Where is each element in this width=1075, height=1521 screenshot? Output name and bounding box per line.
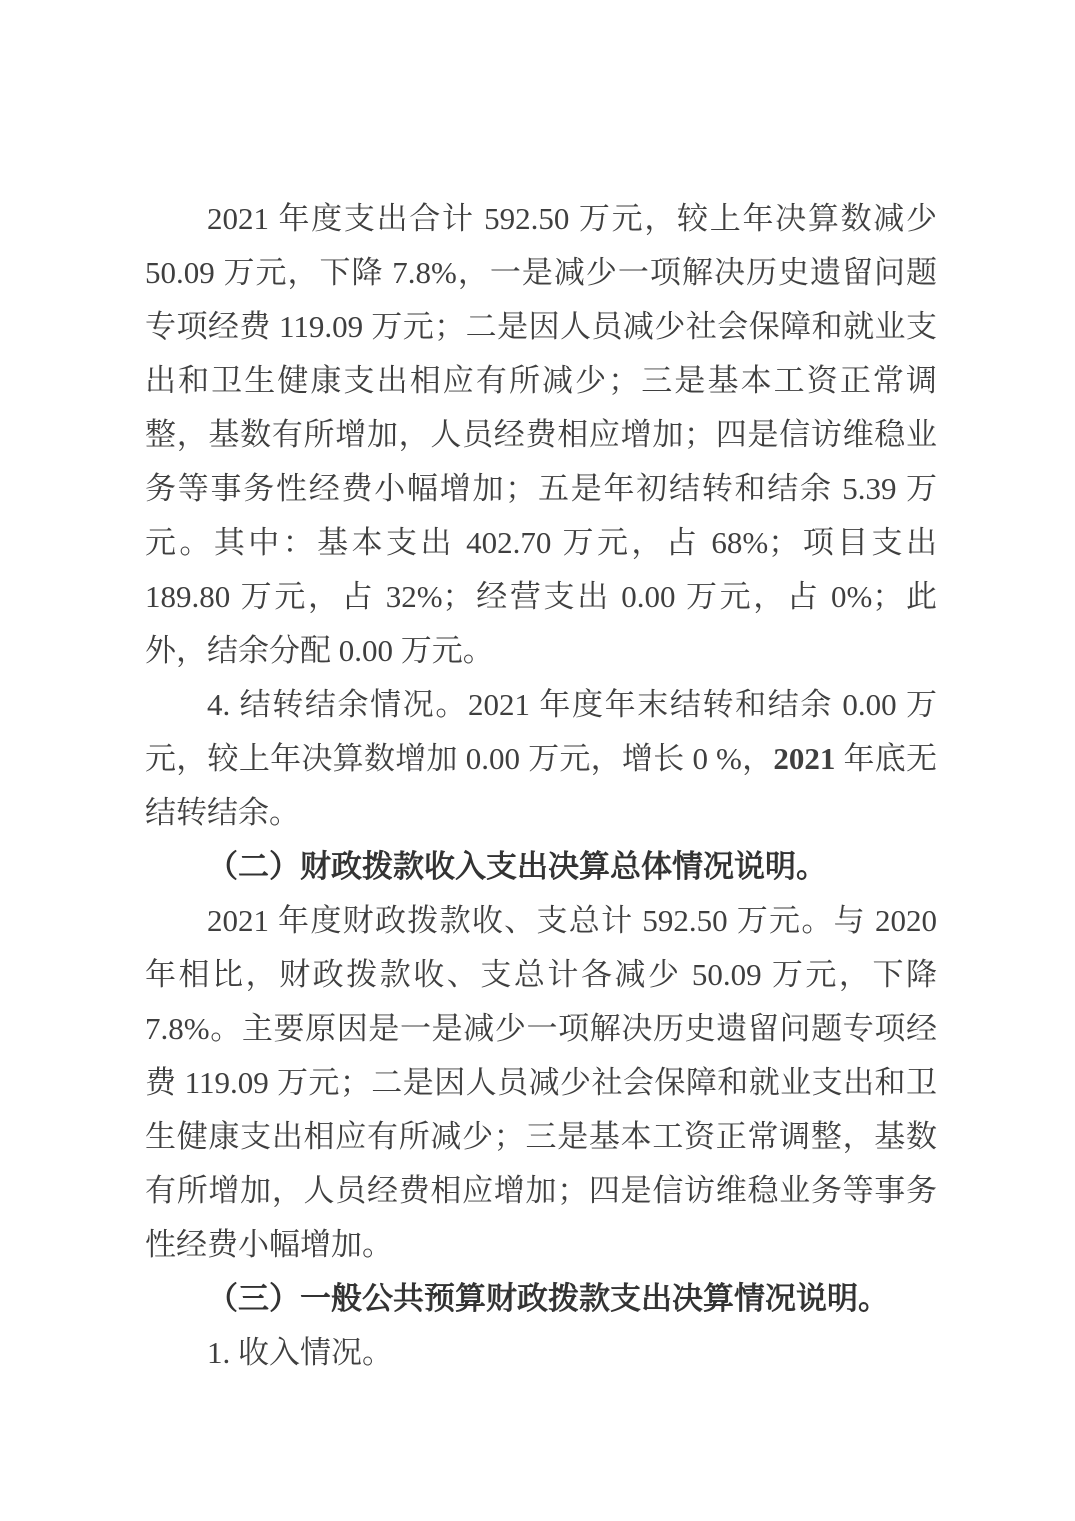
body-paragraph bbox=[145, 192, 937, 678]
text-run: 年底无结转结余。 bbox=[145, 741, 938, 830]
bold-text-run: （三）一般公共预算财政拨款支出决算情况说明。 bbox=[207, 1281, 889, 1316]
body-paragraph bbox=[145, 1326, 937, 1380]
body-paragraph bbox=[145, 894, 937, 1272]
section-heading bbox=[145, 840, 937, 894]
section-heading bbox=[145, 1272, 937, 1326]
text-run: 1. 收入情况。 bbox=[207, 1335, 393, 1370]
bold-text-run: 2021 bbox=[773, 741, 836, 776]
bold-text-run: （二）财政拨款收入支出决算总体情况说明。 bbox=[207, 849, 827, 884]
text-run: 2021 年度财政拨款收、支总计 592.50 万元。与 2020 年相比，财政拨款收、支总计各减少 50.09 万元，下降 7.8%。主要原因是一是减少一项解决历史遗留问题专项经费 119.09 万元；二是因人员减少社会保障和就业支出和卫生健康支出相应有所减少；三是基本工资正常调整，基数有所增加，人员经费相应增加；四是信访维稳业务等事务性经费小幅增加。 bbox=[145, 903, 937, 1262]
text-run: 2021 年度支出合计 592.50 万元，较上年决算数减少 50.09 万元，下降 7.8%，一是减少一项解决历史遗留问题专项经费 119.09 万元；二是因人员减少社会保障和就业支出和卫生健康支出相应有所减少；三是基本工资正常调整，基数有所增加，人员经费相应增加；四是信访维稳业务等事务性经费小幅增加；五是年初结转和结余 5.39 万元。其中：基本支出 402.70 万元，占 68%；项目支出 189.80 万元，占 32%；经营支出 0.00 万元，占 0%；此外，结余分配 0.00 万元。 bbox=[145, 201, 937, 668]
document-body bbox=[145, 192, 937, 1380]
text-run: 4. 结转结余情况。2021 年度年末结转和结余 0.00 万元，较上年决算数增加 0.00 万元，增长 0 %， bbox=[145, 687, 937, 776]
body-paragraph bbox=[145, 678, 937, 840]
